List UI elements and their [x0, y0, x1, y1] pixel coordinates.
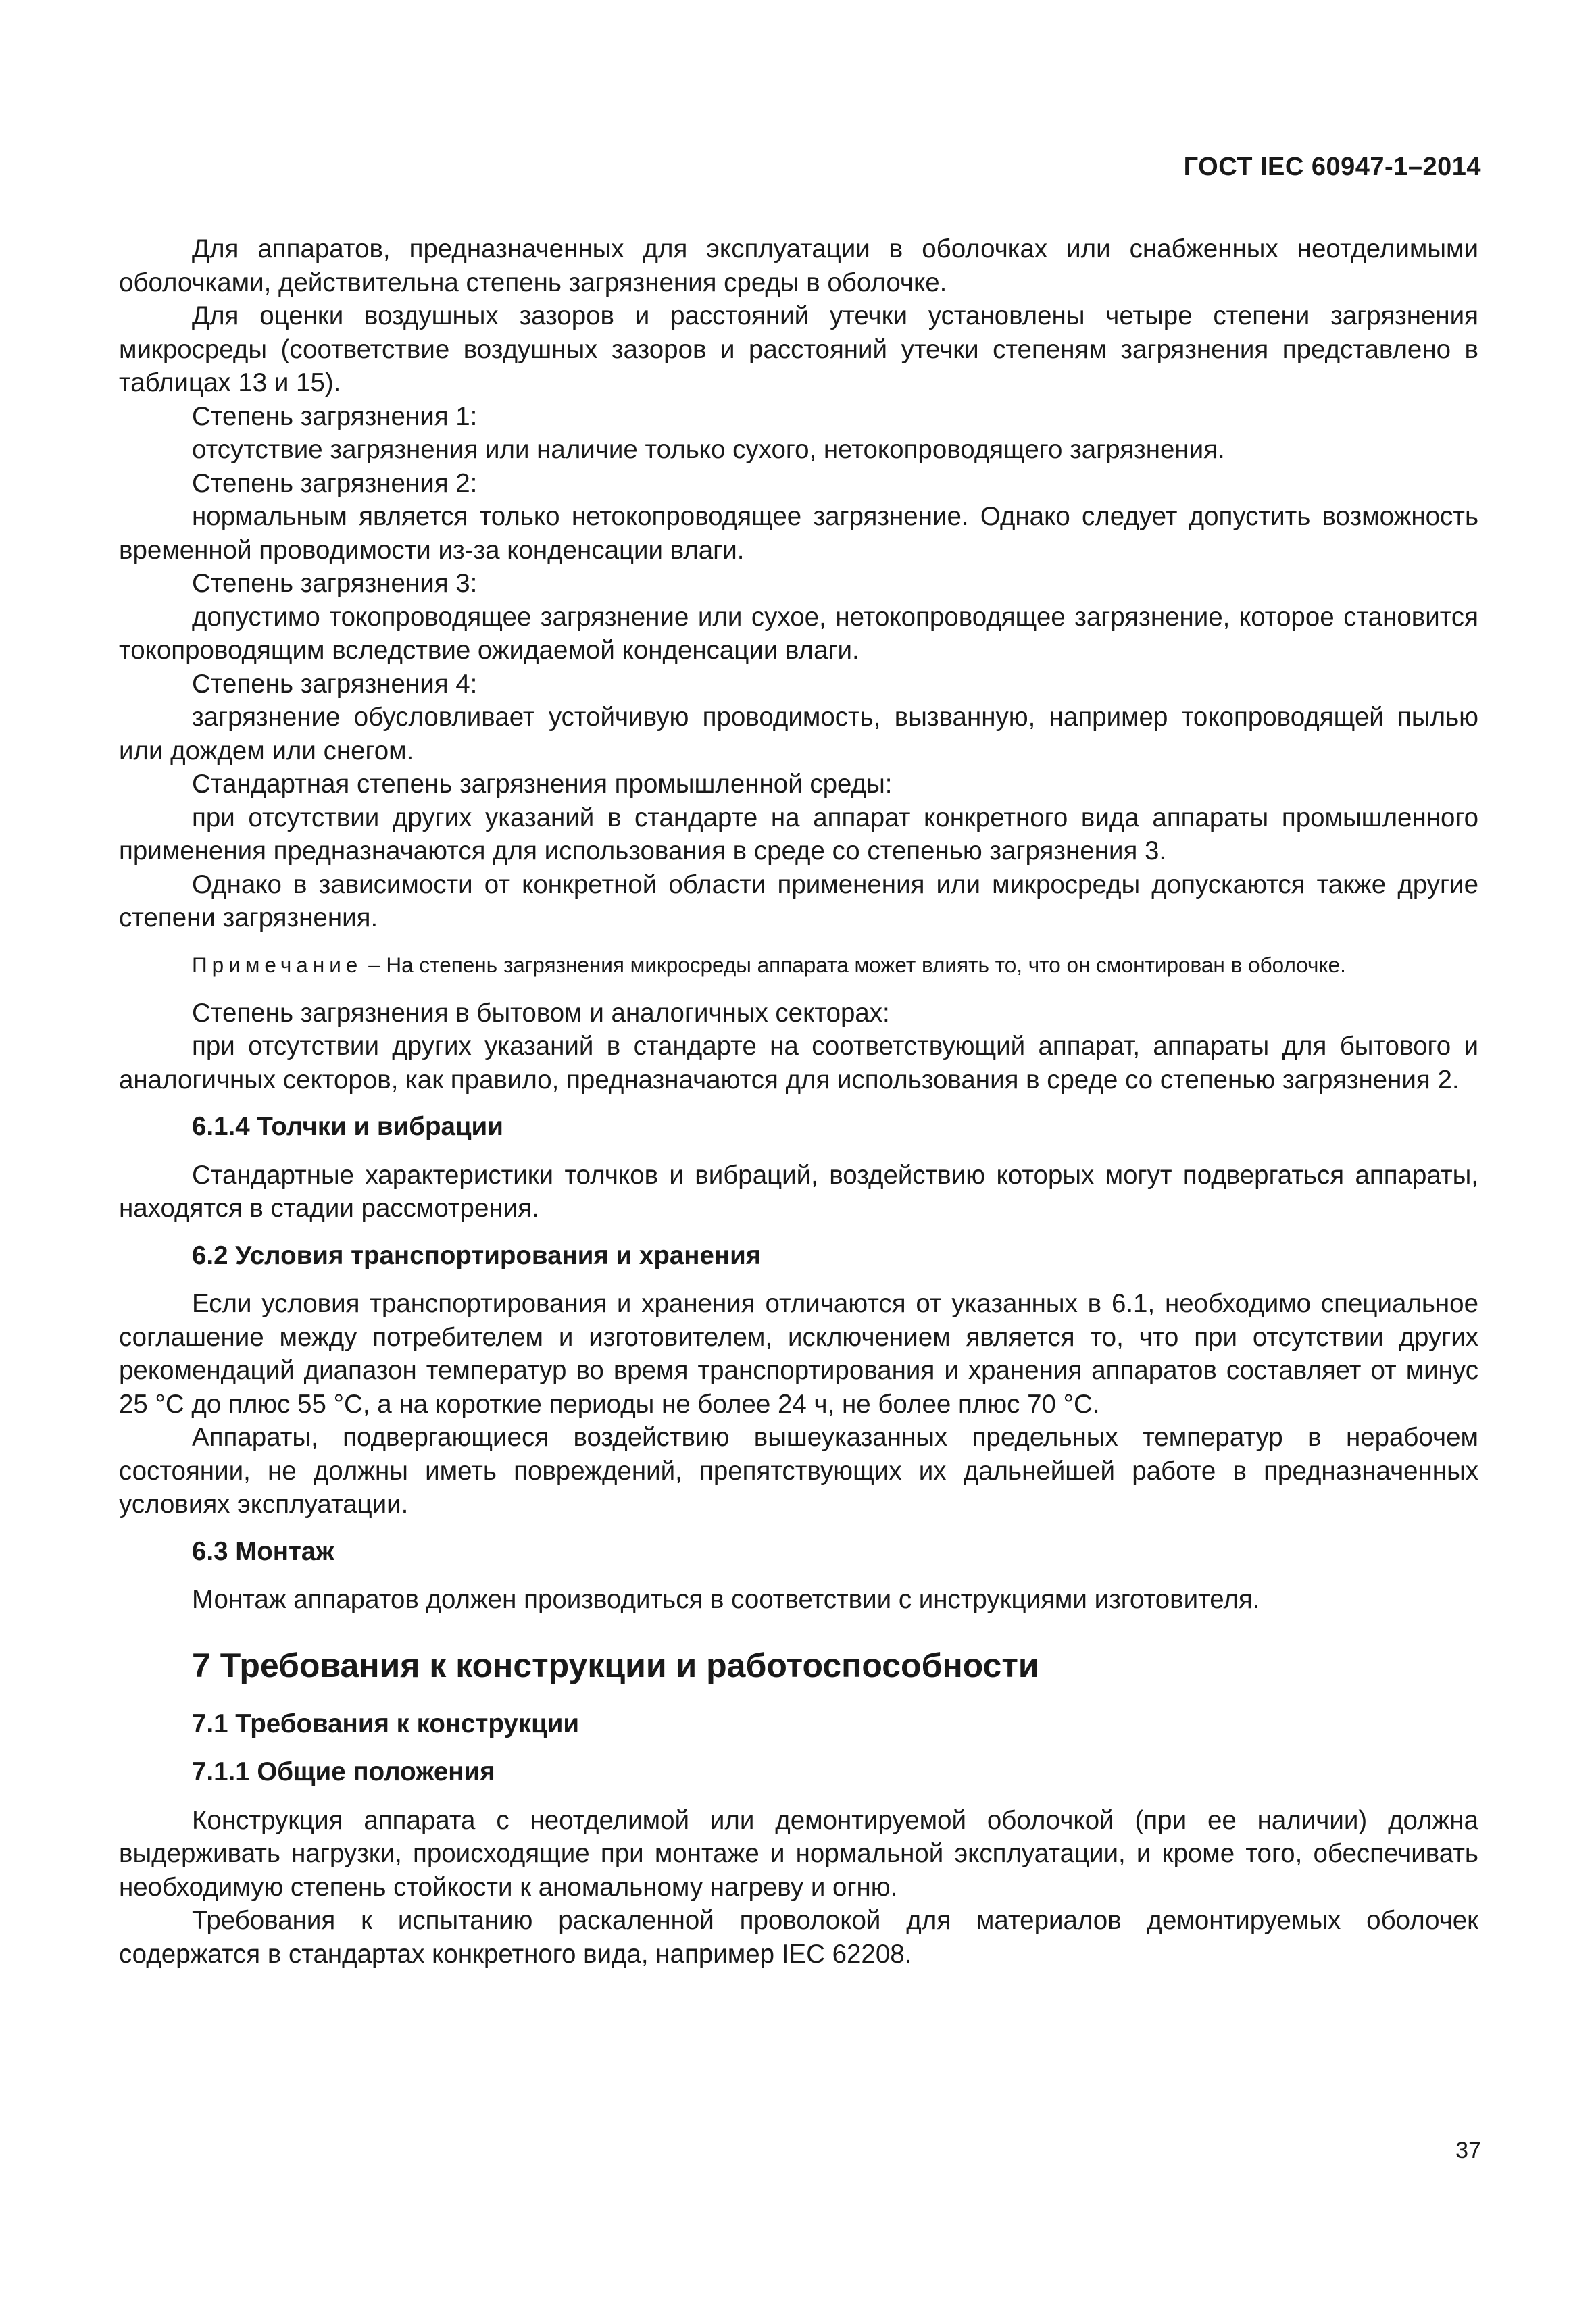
body-paragraph: Степень загрязнения в бытовом и аналогичных секторах: [192, 998, 890, 1028]
body-paragraph: Стандартные характеристики толчков и вибраций, воздействию которых могут подвергаться аппараты, находятся в стадии рассмотрения. [119, 1160, 1478, 1223]
document-body [119, 232, 1478, 1971]
note-label: Примечание [192, 952, 363, 977]
body-paragraph: Степень загрязнения 3: [192, 569, 478, 598]
body-paragraph: Для оценки воздушных зазоров и расстояний утечки установлены четыре степени загрязнения микросреды (соответствие воздушных зазоров и расстояний утечки степеням загрязнения представлено в таблицах 13 и 15). [119, 301, 1478, 397]
body-paragraph: Степень загрязнения 4: [192, 669, 478, 699]
body-paragraph: Однако в зависимости от конкретной области применения или микросреды допускаются также другие степени загрязнения. [119, 870, 1478, 932]
body-paragraph: Степень загрязнения 1: [192, 401, 478, 431]
subsection-heading: 6.1.4 Толчки и вибрации [192, 1112, 503, 1141]
body-paragraph: загрязнение обусловливает устойчивую проводимость, вызванную, например токопроводящей пылью или дождем или снегом. [119, 703, 1478, 765]
body-paragraph: допустимо токопроводящее загрязнение или сухое, нетокопроводящее загрязнение, которое становится токопроводящим вследствие ожидаемой конденсации влаги. [119, 602, 1478, 665]
subsection-heading: 7.1 Требования к конструкции [192, 1709, 580, 1738]
section-heading: 7 Требования к конструкции и работоспособности [192, 1646, 1039, 1684]
body-paragraph: отсутствие загрязнения или наличие только сухого, нетокопроводящего загрязнения. [192, 435, 1225, 464]
subsection-heading: 6.2 Условия транспортирования и хранения [192, 1240, 762, 1270]
body-paragraph: Стандартная степень загрязнения промышленной среды: [192, 770, 893, 799]
body-paragraph: Требования к испытанию раскаленной проволокой для материалов демонтируемых оболочек содержатся в стандартах конкретного вида, например IEC 62208. [119, 1906, 1478, 1969]
body-paragraph: Монтаж аппаратов должен производиться в соответствии с инструкциями изготовителя. [192, 1585, 1260, 1614]
note-paragraph [119, 950, 1478, 980]
body-paragraph: нормальным является только нетокопроводящее загрязнение. Однако следует допустить возможность временной проводимости из-за конденсации влаги. [119, 502, 1478, 565]
body-paragraph: Аппараты, подвергающиеся воздействию вышеуказанных предельных температур в нерабочем состоянии, не должны иметь повреждений, препятствующих их дальнейшей работе в предназначенных условиях эксплуатации. [119, 1423, 1478, 1519]
document-id-header: ГОСТ IEC 60947-1–2014 [1183, 153, 1481, 181]
page-number: 37 [1455, 2138, 1481, 2163]
body-paragraph: при отсутствии других указаний в стандарте на аппарат конкретного вида аппараты промышленного применения предназначаются для использования в среде со степенью загрязнения 3. [119, 803, 1478, 865]
subsection-heading: 6.3 Монтаж [192, 1536, 334, 1566]
subsection-heading: 7.1.1 Общие положения [192, 1757, 495, 1786]
note-text: – На степень загрязнения микросреды аппарата может влиять то, что он смонтирован в оболочке. [362, 952, 1346, 977]
body-paragraph: Степень загрязнения 2: [192, 468, 478, 498]
body-paragraph: при отсутствии других указаний в стандарте на соответствующий аппарат, аппараты для бытового и аналогичных секторов, как правило, предназначаются для использования в среде со степенью загрязнения 2. [119, 1032, 1478, 1095]
body-paragraph: Если условия транспортирования и хранения отличаются от указанных в 6.1, необходимо специальное соглашение между потребителем и изготовителем, исключением является то, что при отсутствии других рекомендаций диапазон температур во время транспортирования и хранения аппаратов составляет от минус 25 °С до плюс 55 °С, а на короткие периоды не более 24 ч, не более плюс 70 °С. [119, 1289, 1478, 1419]
body-paragraph: Для аппаратов, предназначенных для эксплуатации в оболочках или снабженных неотделимыми оболочками, действительна степень загрязнения среды в оболочке. [119, 234, 1478, 297]
body-paragraph: Конструкция аппарата с неотделимой или демонтируемой оболочкой (при ее наличии) должна выдерживать нагрузки, происходящие при монтаже и нормальной эксплуатации, и кроме того, обеспечивать необходимую степень стойкости к аномальному нагреву и огню. [119, 1805, 1478, 1902]
